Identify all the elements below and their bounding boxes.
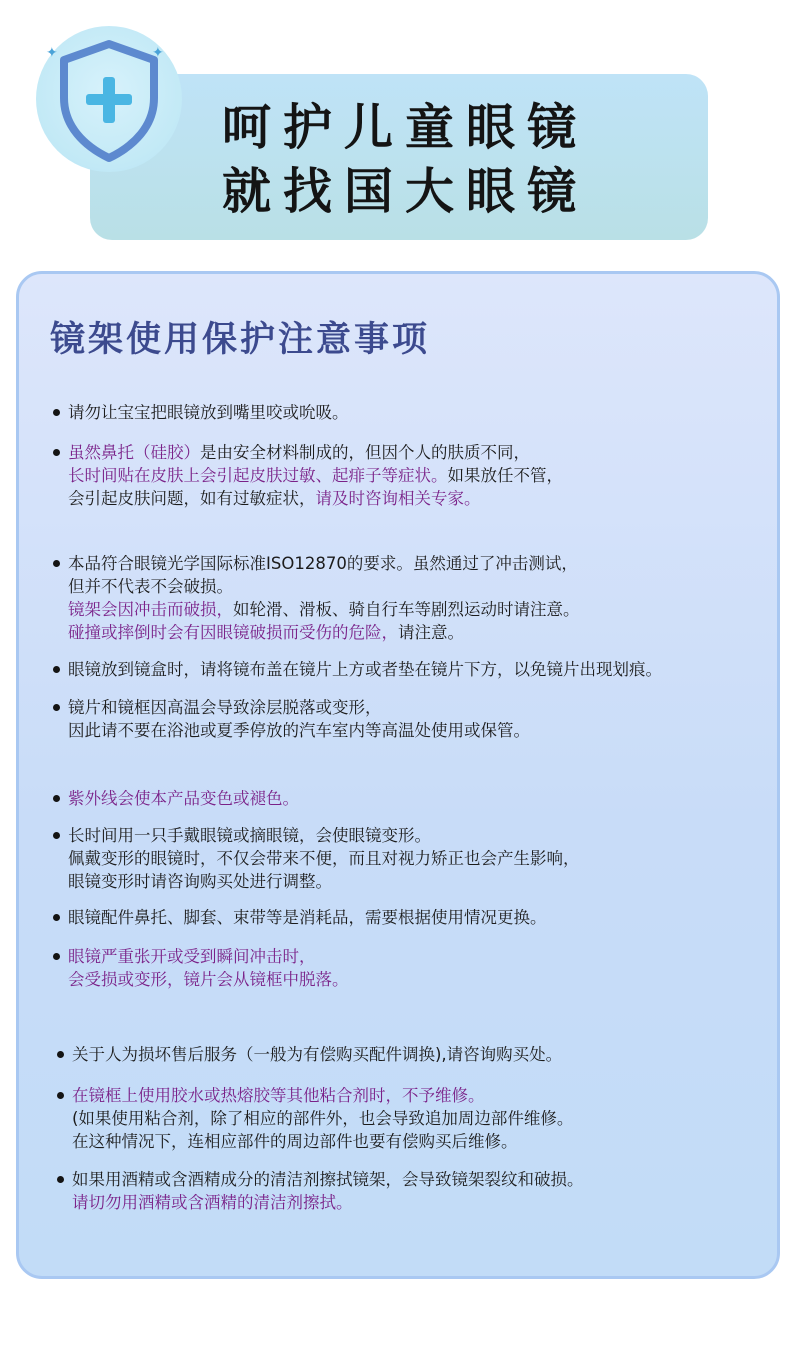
highlighted-text: 在镜框上使用胶水或热熔胶等其他粘合剂时，不予维修。 bbox=[72, 1086, 485, 1105]
notice-line bbox=[68, 787, 299, 810]
notice-text: 请勿让宝宝把眼镜放到嘴里咬或吮吸。 bbox=[68, 403, 349, 422]
bullet-dot-icon bbox=[53, 449, 60, 456]
notice-line bbox=[72, 1130, 573, 1153]
notice-line bbox=[68, 696, 530, 719]
notice-text: 如果放任不管， bbox=[447, 466, 563, 485]
highlighted-text: 虽然鼻托（硅胶） bbox=[68, 443, 200, 462]
highlighted-text: 镜架会因冲击而破损， bbox=[68, 600, 233, 619]
notice-line bbox=[72, 1107, 573, 1130]
notice-text: 眼镜放到镜盒时，请将镜布盖在镜片上方或者垫在镜片下方，以免镜片出现划痕。 bbox=[68, 660, 662, 679]
notice-line bbox=[68, 441, 563, 464]
notice-line bbox=[72, 1084, 573, 1107]
highlighted-text: 请及时咨询相关专家。 bbox=[315, 489, 481, 508]
highlighted-text: 紫外线会使本产品变色或褪色。 bbox=[68, 789, 299, 808]
notice-text: 在这种情况下，连相应部件的周边部件也要有偿购买后维修。 bbox=[72, 1132, 518, 1151]
notice-line bbox=[68, 487, 563, 510]
notice-line bbox=[68, 598, 580, 621]
highlighted-text: 碰撞或摔倒时会有因眼镜破损而受伤的危险， bbox=[68, 623, 398, 642]
bullet-dot-icon bbox=[57, 1051, 64, 1058]
notice-line bbox=[68, 464, 563, 487]
bullet-dot-icon bbox=[53, 914, 60, 921]
bullet-dot-icon bbox=[53, 832, 60, 839]
notice-line bbox=[68, 575, 580, 598]
notice-text: 但并不代表不会破损。 bbox=[68, 577, 233, 596]
notice-line bbox=[72, 1191, 584, 1214]
notice-text: 眼镜配件鼻托、脚套、束带等是消耗品，需要根据使用情况更换。 bbox=[68, 908, 547, 927]
notice-text: 佩戴变形的眼镜时，不仅会带来不便，而且对视力矫正也会产生影响， bbox=[68, 849, 580, 868]
highlighted-text: 会受损或变形，镜片会从镜框中脱落。 bbox=[68, 970, 349, 989]
bullet-dot-icon bbox=[57, 1176, 64, 1183]
notice-line bbox=[72, 1043, 562, 1066]
notice-text: 如轮滑、滑板、骑自行车等剧烈运动时请注意。 bbox=[233, 600, 580, 619]
banner-title-line-1: 呵护儿童眼镜 bbox=[221, 99, 588, 156]
bullet-dot-icon bbox=[53, 953, 60, 960]
notice-text: 长时间用一只手戴眼镜或摘眼镜，会使眼镜变形。 bbox=[68, 826, 431, 845]
notice-text: 会引起皮肤问题，如有过敏症状， bbox=[68, 489, 316, 508]
banner-title bbox=[90, 96, 708, 224]
notice-line bbox=[68, 847, 580, 870]
banner-title-line-2: 就找国大眼镜 bbox=[221, 163, 588, 220]
notice-line bbox=[68, 870, 580, 893]
highlighted-text: 请切勿用酒精或含酒精的清洁剂擦拭。 bbox=[72, 1193, 353, 1212]
sparkle-icon: ✦ bbox=[152, 45, 164, 61]
notice-text: 镜片和镜框因高温会导致涂层脱落或变形， bbox=[68, 698, 382, 717]
bullet-dot-icon bbox=[53, 795, 60, 802]
notice-text: 因此请不要在浴池或夏季停放的汽车室内等高温处使用或保管。 bbox=[68, 721, 530, 740]
bullet-dot-icon bbox=[53, 666, 60, 673]
notice-line bbox=[68, 621, 580, 644]
notice-line bbox=[68, 906, 547, 929]
notice-line bbox=[68, 658, 662, 681]
highlighted-text: 眼镜严重张开或受到瞬间冲击时， bbox=[68, 947, 316, 966]
notice-line bbox=[68, 824, 580, 847]
notice-text: 关于人为损坏售后服务（一般为有偿购买配件调换),请咨询购买处。 bbox=[72, 1045, 563, 1064]
bullet-dot-icon bbox=[57, 1092, 64, 1099]
notice-text: 是由安全材料制成的，但因个人的肤质不同， bbox=[200, 443, 530, 462]
notice-text: 眼镜变形时请咨询购买处进行调整。 bbox=[68, 872, 332, 891]
notice-line bbox=[68, 719, 530, 742]
notice-line bbox=[68, 401, 349, 424]
notice-line bbox=[72, 1168, 584, 1191]
notice-title: 镜架使用保护注意事项 bbox=[50, 319, 431, 360]
notice-text: (如果使用粘合剂，除了相应的部件外，也会导致追加周边部件维修。 bbox=[72, 1109, 574, 1128]
bullet-dot-icon bbox=[53, 704, 60, 711]
notice-text: 如果用酒精或含酒精成分的清洁剂擦拭镜架，会导致镜架裂纹和破损。 bbox=[72, 1170, 584, 1189]
highlighted-text: 长时间贴在皮肤上会引起皮肤过敏、起痱子等症状。 bbox=[68, 466, 448, 485]
bullet-dot-icon bbox=[53, 560, 60, 567]
bullet-dot-icon bbox=[53, 409, 60, 416]
notice-text: 请注意。 bbox=[398, 623, 464, 642]
notice-line bbox=[68, 968, 349, 991]
notice-line bbox=[68, 945, 349, 968]
notice-text: 本品符合眼镜光学国际标准ISO12870的要求。虽然通过了冲击测试， bbox=[68, 554, 578, 573]
notice-line bbox=[68, 552, 580, 575]
sparkle-icon: ✦ bbox=[46, 45, 58, 61]
